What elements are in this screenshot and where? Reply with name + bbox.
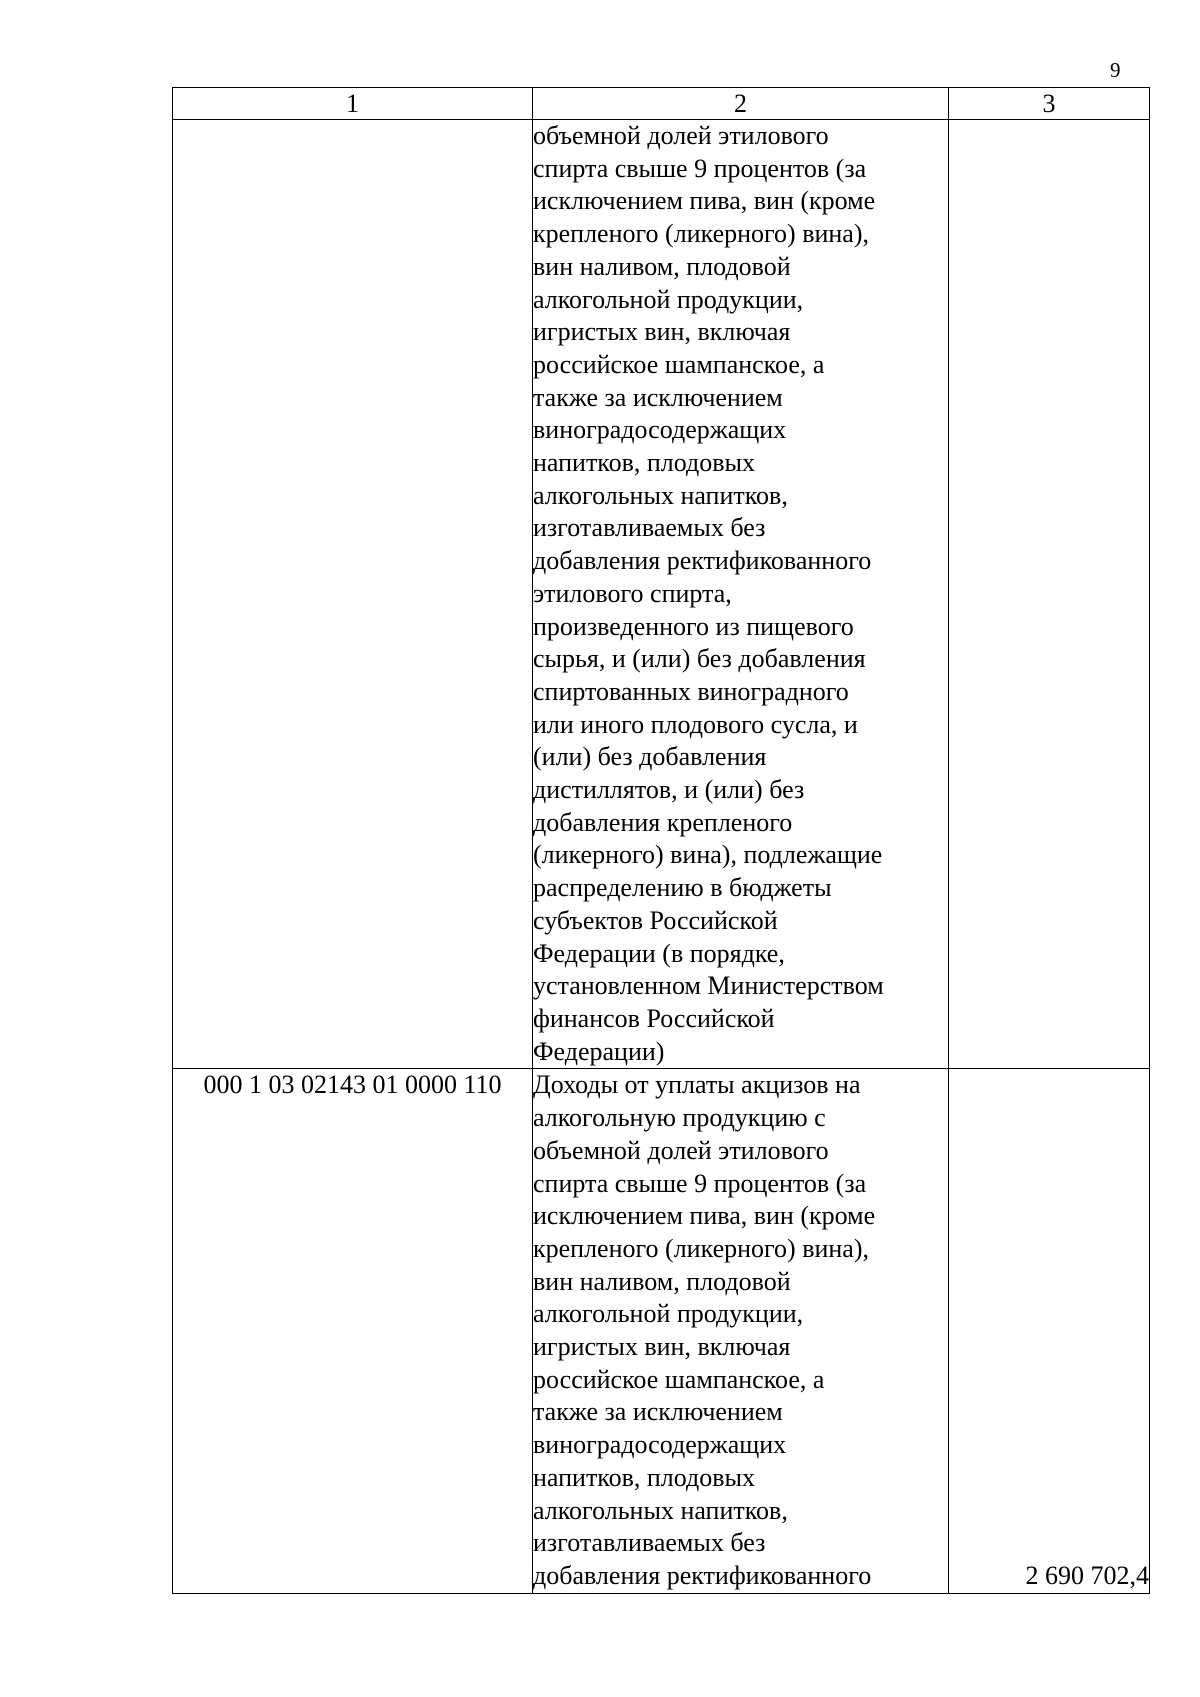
name-line: добавления ректификованного xyxy=(533,1560,872,1590)
name-line: финансов Российской xyxy=(533,1003,775,1033)
name-line: спиртованных виноградного xyxy=(533,676,849,706)
name-line: субъектов Российской xyxy=(533,905,778,935)
name-line: изготавливаемых без xyxy=(533,1528,766,1558)
name-line: алкогольных напитков, xyxy=(533,1495,788,1525)
name-line: сырья, и (или) без добавления xyxy=(533,644,866,674)
name-line: вин наливом, плодовой xyxy=(533,251,791,281)
name-line: исключением пива, вин (кроме xyxy=(533,186,876,216)
name-line: напитков, плодовых xyxy=(533,1462,756,1492)
name-line: Доходы от уплаты акцизов на xyxy=(533,1070,861,1100)
name-line: виноградосодержащих xyxy=(533,1430,787,1460)
name-line: игристых вин, включая xyxy=(533,1332,791,1362)
name-line: произведенного из пищевого xyxy=(533,611,854,641)
name-line: виноградосодержащих xyxy=(533,415,787,445)
table-row xyxy=(173,120,1150,1069)
name-line: или иного плодового сусла, и xyxy=(533,709,858,739)
column-header-name: 2 xyxy=(533,88,949,120)
name-line: крепленого (ликерного) вина), xyxy=(533,1233,869,1263)
name-line: объемной долей этилового xyxy=(533,1135,829,1165)
name-line: также за исключением xyxy=(533,382,783,412)
name-line: этилового спирта, xyxy=(533,578,732,608)
name-line: игристых вин, включая xyxy=(533,317,791,347)
name-line: объемной долей этилового xyxy=(533,121,829,150)
name-line: также за исключением xyxy=(533,1397,783,1427)
name-line: спирта свыше 9 процентов (за xyxy=(533,153,867,183)
code-cell xyxy=(173,120,533,1069)
code-cell: 000 1 03 02143 01 0000 110 xyxy=(173,1069,533,1593)
name-line: напитков, плодовых xyxy=(533,448,756,478)
name-line: вин наливом, плодовой xyxy=(533,1266,791,1296)
column-header-code: 1 xyxy=(173,88,533,120)
column-header-amount: 3 xyxy=(949,88,1150,120)
name-line: установленном Министерством xyxy=(533,971,884,1001)
name-line: распределению в бюджеты xyxy=(533,873,832,903)
name-line: изготавливаемых без xyxy=(533,513,766,543)
page-number: 9 xyxy=(1110,58,1121,82)
name-line: исключением пива, вин (кроме xyxy=(533,1201,876,1231)
budget-table xyxy=(172,87,1150,1594)
name-line: спирта свыше 9 процентов (за xyxy=(533,1168,867,1198)
name-line: алкогольную продукцию с xyxy=(533,1103,826,1133)
amount-cell: 2 690 702,4 xyxy=(949,1069,1150,1593)
name-cell xyxy=(533,1069,949,1593)
name-line: добавления ректификованного xyxy=(533,546,872,576)
header-row xyxy=(173,88,1150,120)
name-line: крепленого (ликерного) вина), xyxy=(533,219,869,249)
name-line: (ликерного) вина), подлежащие xyxy=(533,840,883,870)
table-row xyxy=(173,1069,1150,1593)
name-line: российское шампанское, а xyxy=(533,1364,825,1394)
name-line: (или) без добавления xyxy=(533,742,767,772)
name-line: Федерации) xyxy=(533,1036,665,1066)
name-line: российское шампанское, а xyxy=(533,349,825,379)
name-line: Федерации (в порядке, xyxy=(533,938,785,968)
name-line: добавления крепленого xyxy=(533,807,793,837)
name-line: алкогольной продукции, xyxy=(533,284,804,314)
name-cell xyxy=(533,120,949,1069)
name-line: дистиллятов, и (или) без xyxy=(533,775,805,805)
name-line: алкогольной продукции, xyxy=(533,1299,804,1329)
amount-cell xyxy=(949,120,1150,1069)
name-line: алкогольных напитков, xyxy=(533,480,788,510)
